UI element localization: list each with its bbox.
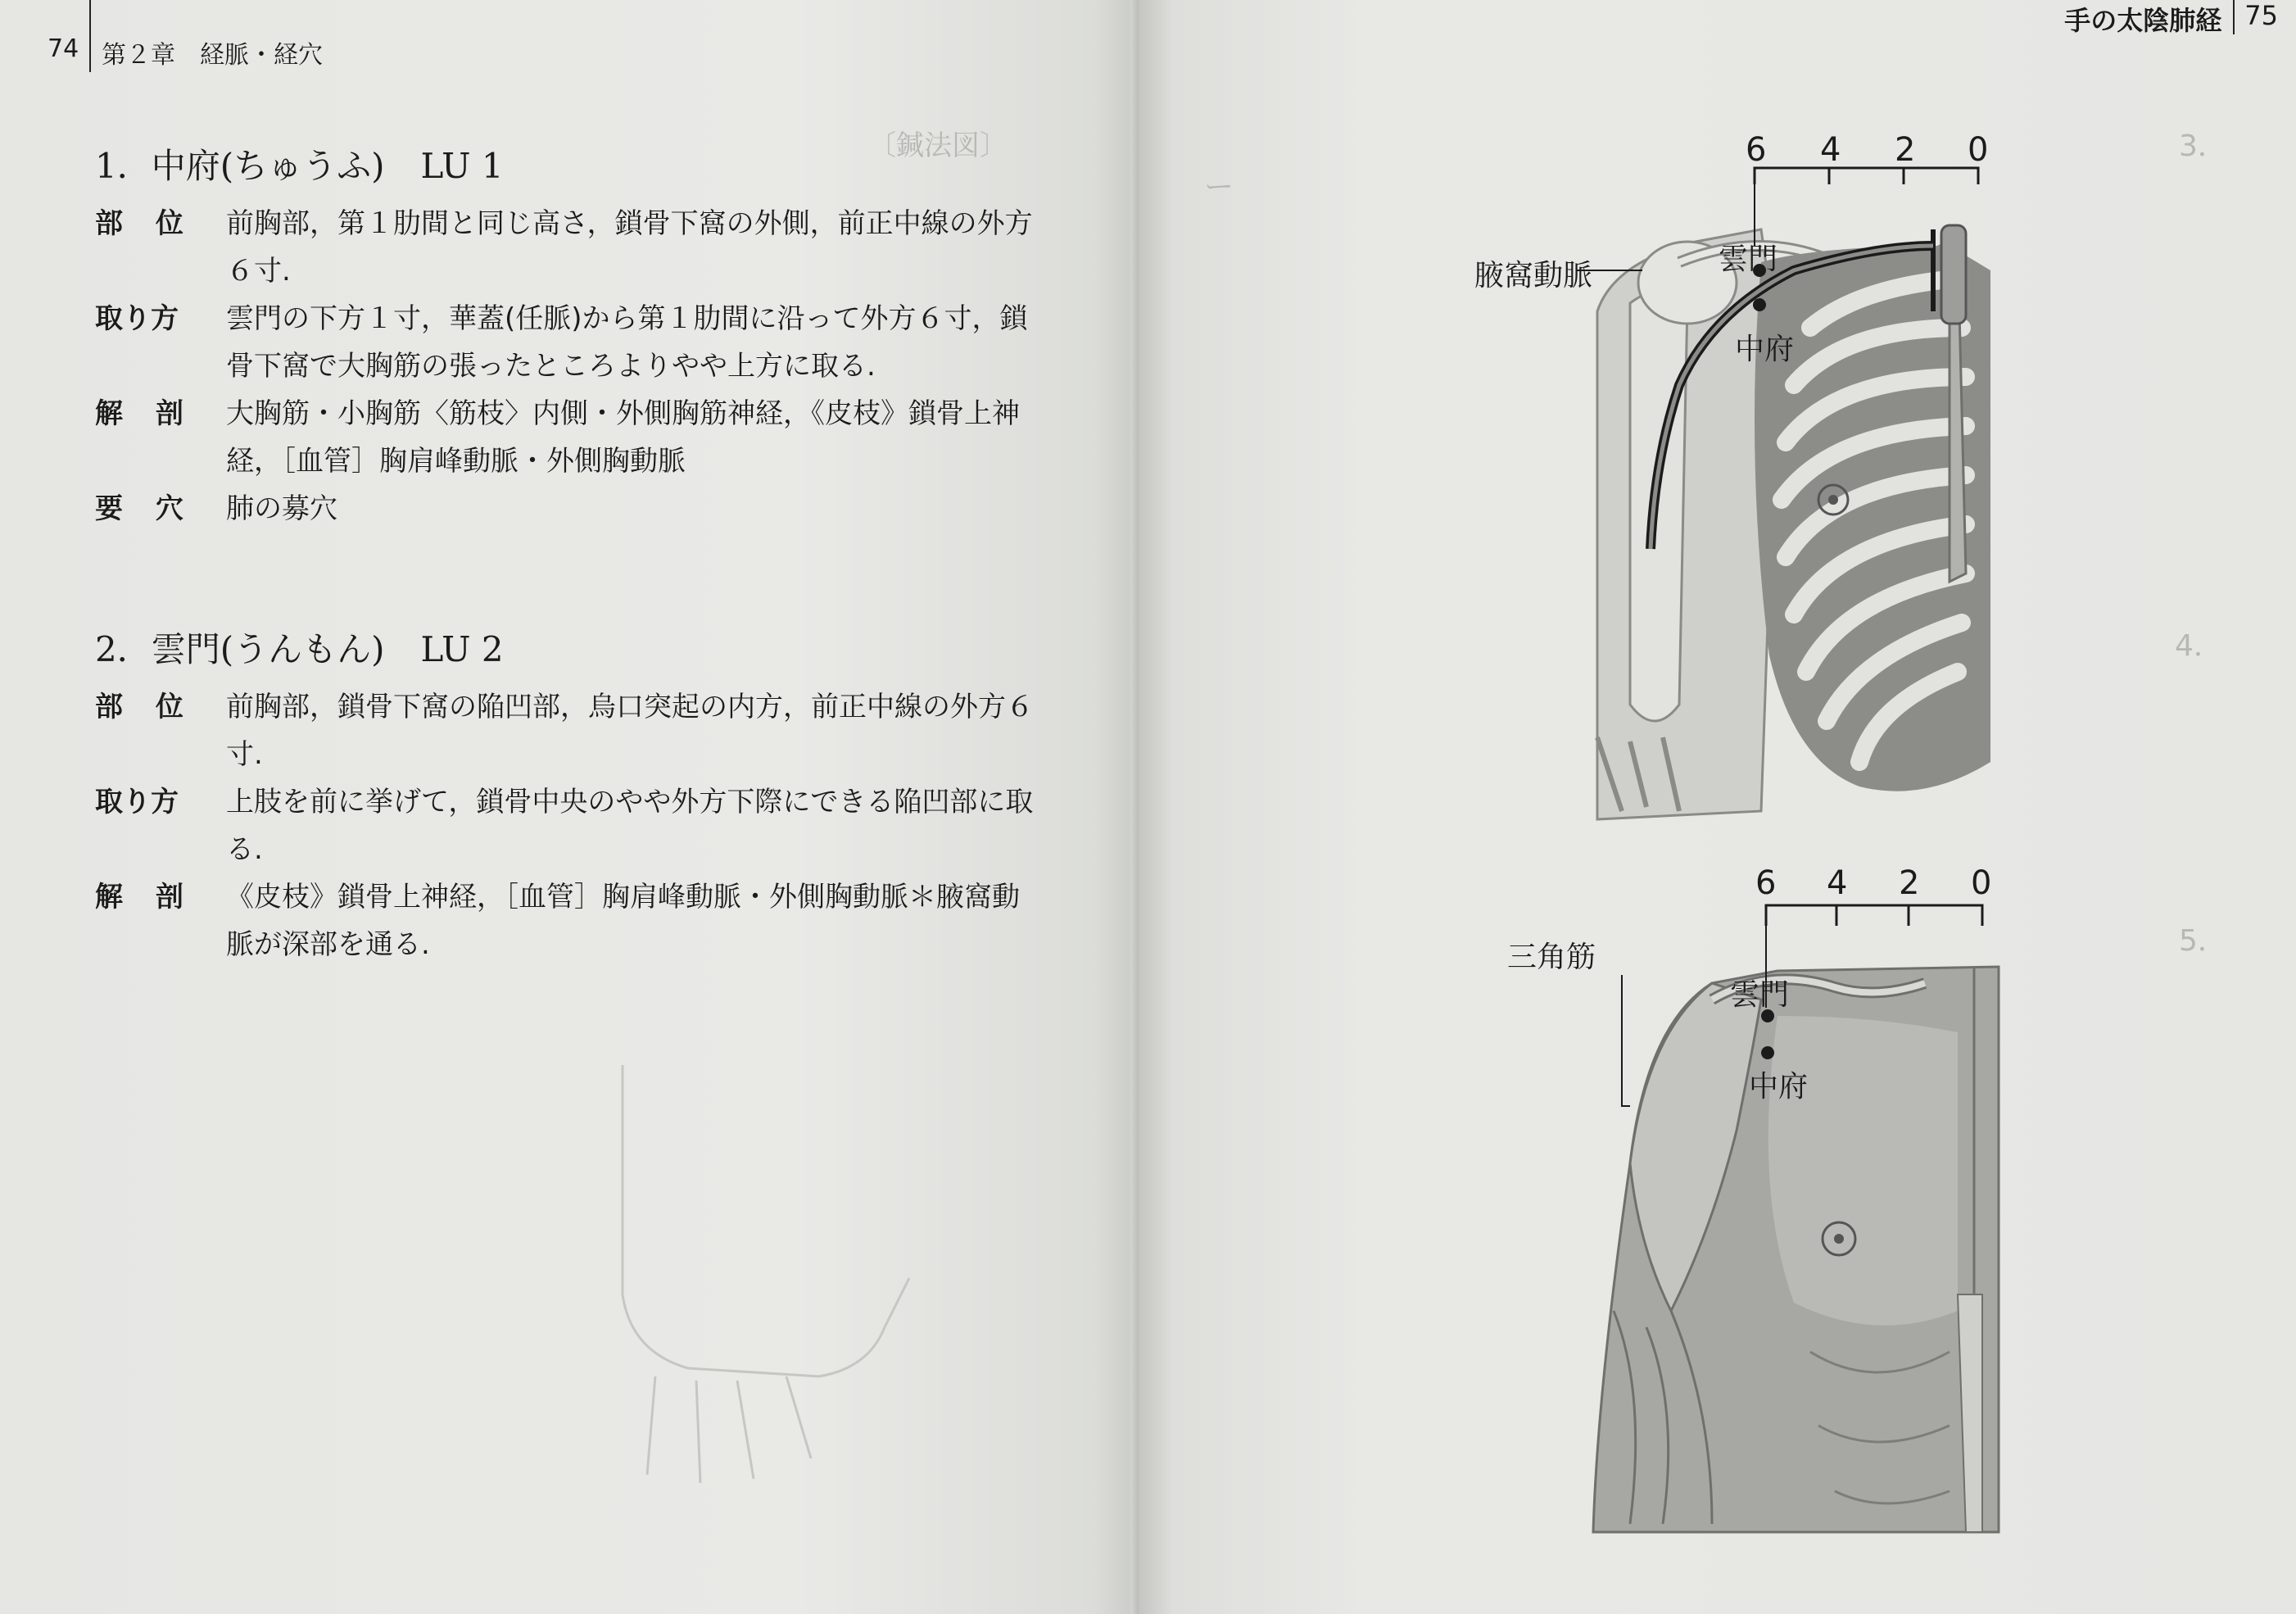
scale-2: 2 [1895,131,1916,169]
section-title: 1．中府(ちゅうふ) LU 1 [95,146,504,186]
bleed-through: 5． [2179,924,2227,958]
label-zhongfu: 中府 [1735,333,1795,366]
bleed-through-hand [524,1065,950,1491]
scale-6: 6 [1746,131,1767,169]
chapter-header: 第２章 経脈・経穴 [102,41,323,70]
scale-0: 0 [1971,864,1992,902]
row-anatomy: 解 剖 《皮枝》鎖骨上神経，［血管］胸肩峰動脈・外側胸動脈＊腋窩動脈が深部を通る. [95,881,1020,961]
label-zhongfu: 中府 [1749,1070,1809,1104]
figure-skeleton [1577,168,1990,819]
bleed-through: 〔鍼法図〕 [868,129,1008,162]
left-page [0,0,1139,1614]
section-lu2 [95,623,1045,968]
row-location: 部 位 前胸部，第１肋間と同じ高さ，鎖骨下窩の外側，前正中線の外方６寸. [95,207,1033,288]
point-zhongfu-top [1753,298,1766,311]
row-method: 取り方 上肢を前に挙げて，鎖骨中央のやや外方下際にできる陥凹部に取る. [95,786,1034,866]
row-anatomy: 解 剖 大胸筋・小胸筋〈筋枝〉内側・外側胸筋神経，《皮枝》鎖骨上神経，［血管］胸肩峰動脈・外側胸動脈 [95,397,1020,478]
section-title: 2．雲門(うんもん) LU 2 [95,629,504,669]
label-axillary-artery: 腋窩動脈 [1474,259,1593,292]
header-rule [89,0,91,72]
label-yunmen: 雲門 [1730,978,1790,1012]
row-key-point: 要 穴 肺の募穴 [95,492,337,525]
label-yunmen: 雲門 [1719,243,1778,276]
bleed-through: 3． [2179,129,2227,163]
row-method: 取り方 雲門の下方１寸，華蓋(任脈)から第１肋間に沿って外方６寸，鎖骨下窩で大胸筋の張ったところよりやや上方に取る. [95,302,1028,383]
page-number-left: 74 [48,34,79,63]
scale-4: 4 [1820,131,1841,169]
bleed-through: 4． [2175,629,2223,663]
scale-2: 2 [1899,864,1920,902]
header-title: 手の太陰肺経 [2064,5,2222,36]
bleed-through: ー [1204,170,1234,204]
figure-muscle [1593,905,1999,1532]
section-lu1 [95,139,1045,533]
page-number-right: 75 [2244,0,2278,31]
point-zhongfu-bottom [1761,1046,1774,1059]
label-deltoid: 三角筋 [1507,941,1596,974]
scale-4: 4 [1827,864,1848,902]
row-location: 部 位 前胸部，鎖骨下窩の陥凹部，烏口突起の内方，前正中線の外方６寸. [95,691,1034,771]
scale-6: 6 [1755,864,1777,902]
acupoint-figures [1139,0,2296,1614]
scale-0: 0 [1968,131,1989,169]
